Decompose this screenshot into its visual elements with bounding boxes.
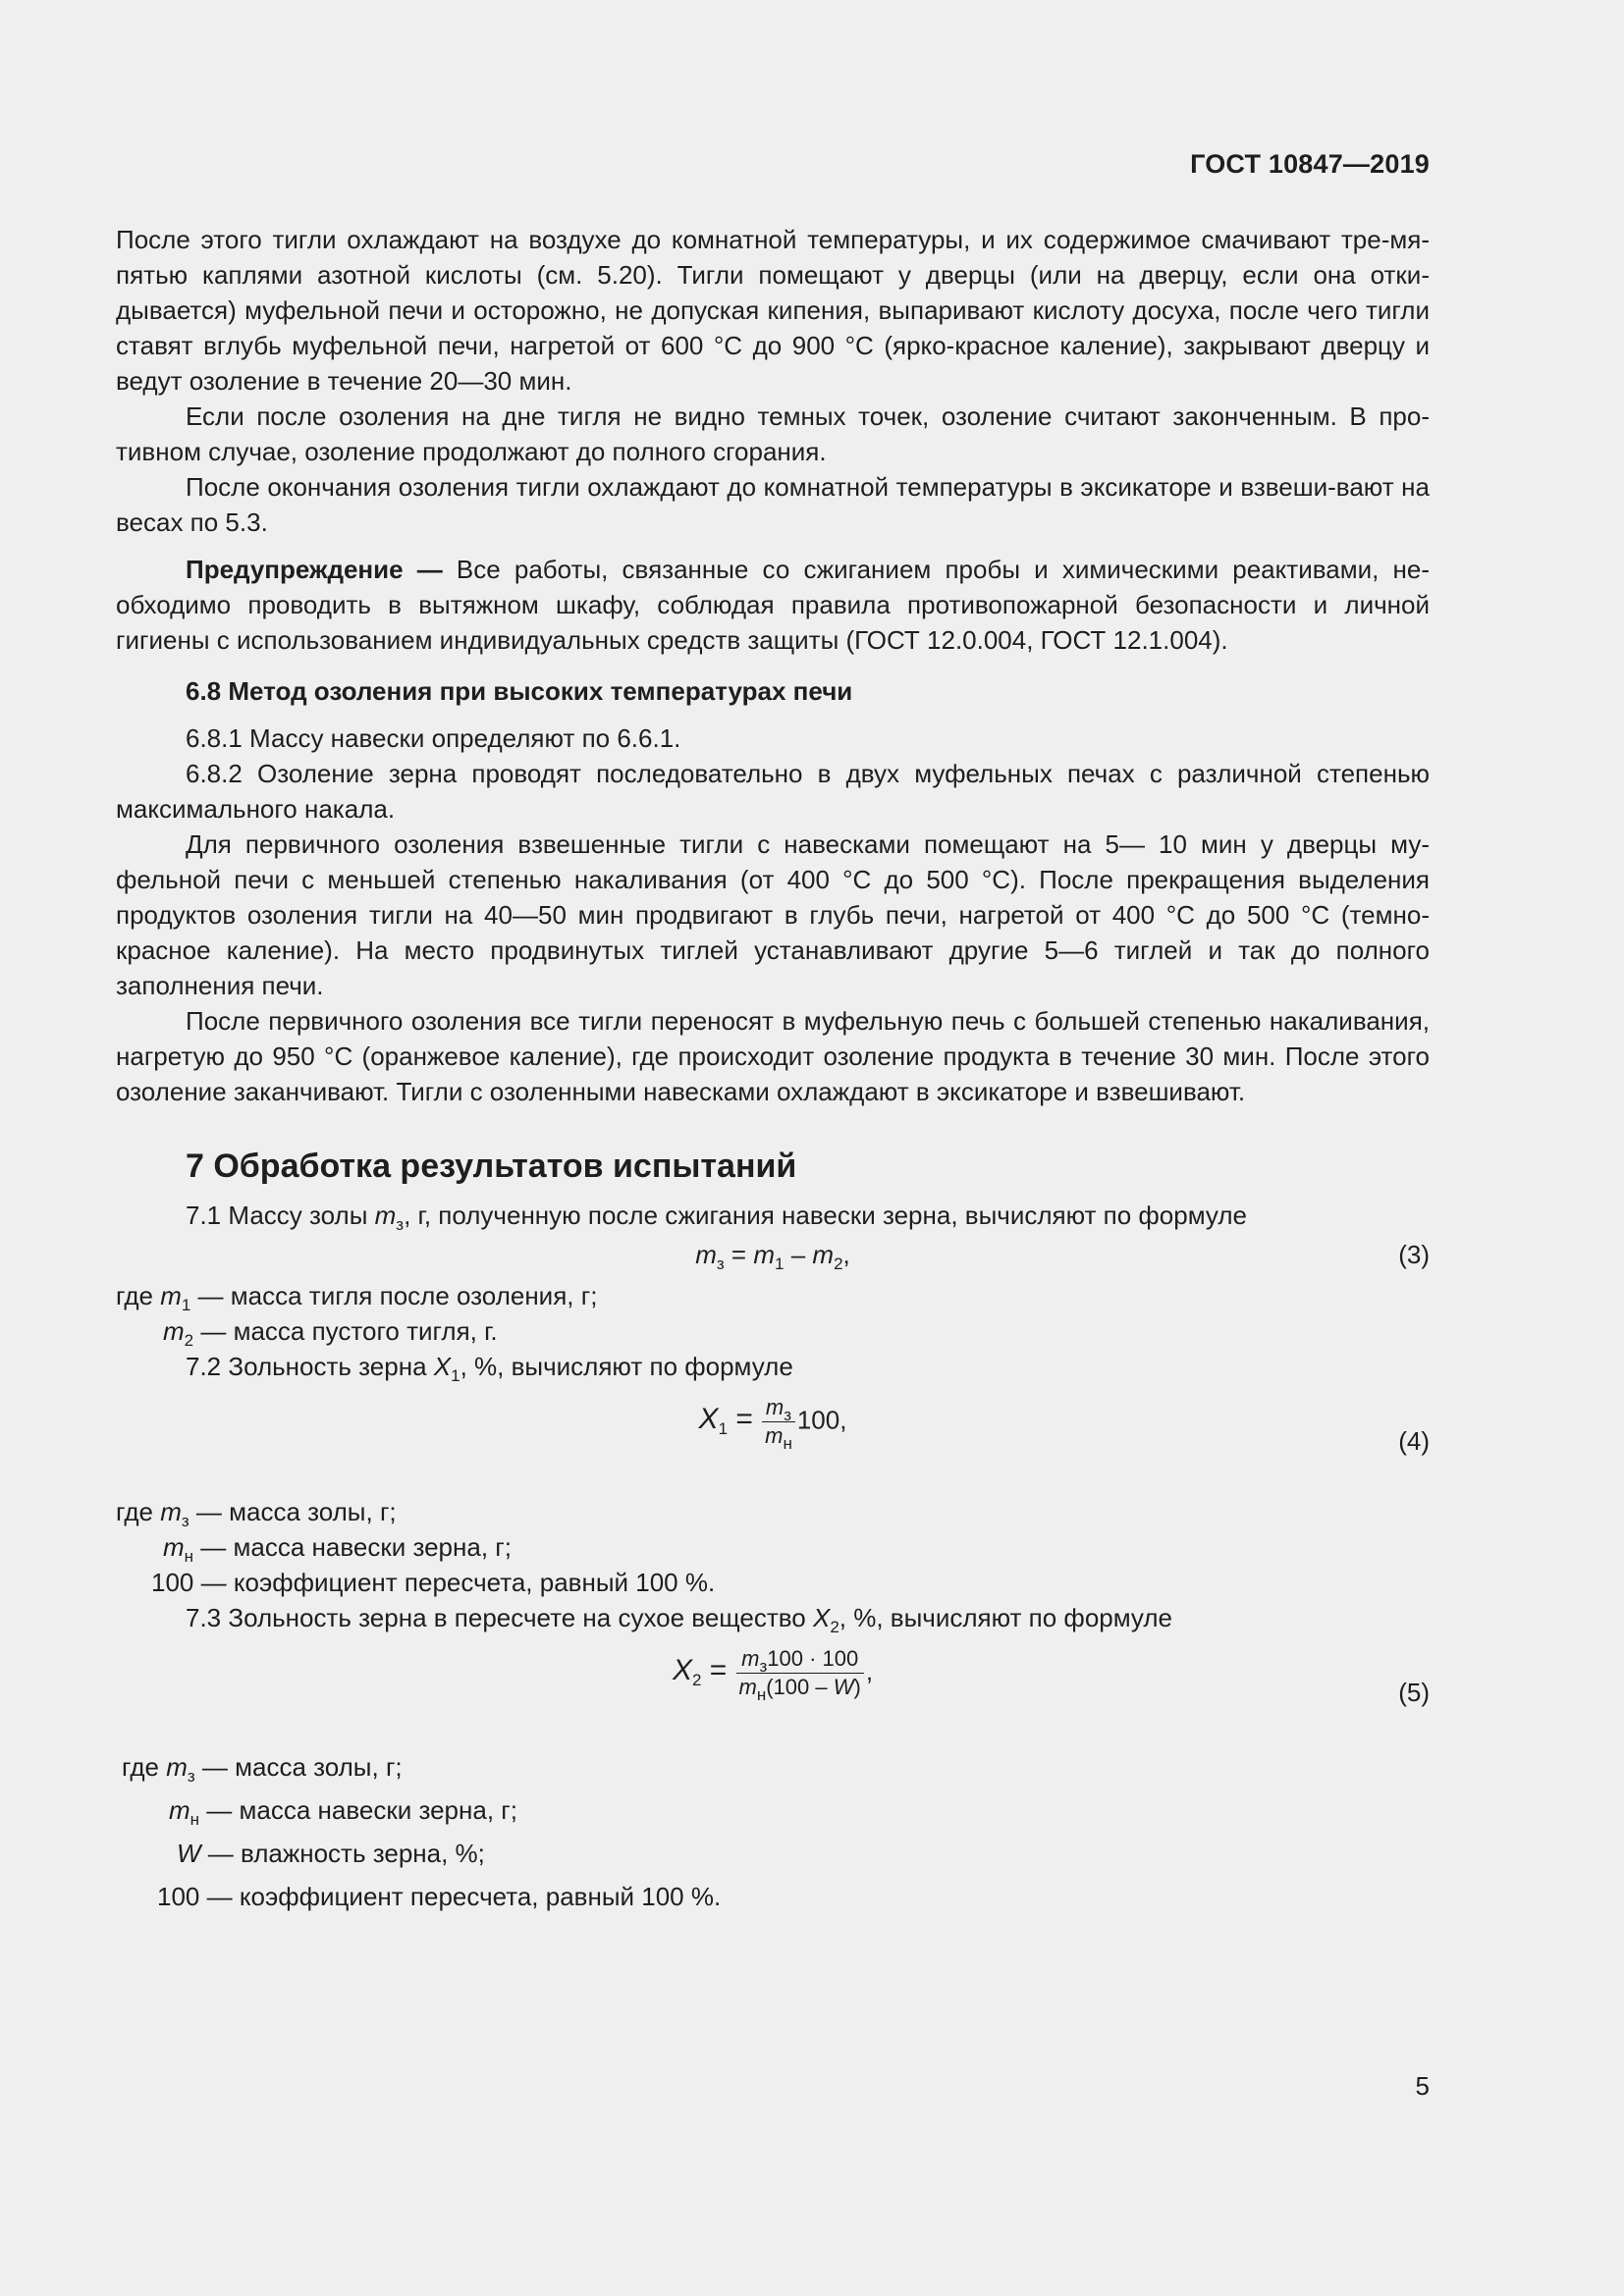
warning-text: Все работы, связанные со сжиганием пробы и химическими реактивами, не-обходимо проводить в вытяжном шкафу, соблюдая правила противопожарной безопасности и личной гигиены с использованием индивидуальных средств защиты (ГОСТ 12.0.004, ГОСТ 12.1.004). [116,555,1430,655]
where-list-4: где $m_з$ — масса золы, г; [116,1497,397,1530]
paragraph: 6.8.1 Массу навески определяют по 6.6.1. [186,723,681,753]
paragraph: После первичного озоления все тигли переносят в муфельную печь с большей степенью накаливания, нагретую до 950 °С (оранжевое каление), где происходит озоление продукта в течение 30 мин. После этого озоление заканчивают. Тигли с озоленными навесками охлаждают в эксикаторе и взвешивают. [116,1006,1430,1106]
where-item: $m_н$ — масса навески зерна, г; [163,1532,512,1566]
subsection-title-6-8: 6.8 Метод озоления при высоких температурах печи [186,676,853,706]
formula-3-number: (3) [1398,1240,1430,1269]
formula-5 [116,1645,1430,1735]
where-item: W — влажность зерна, %; [177,1839,485,1868]
paragraph: Если после озоления на дне тигля не видно темных точек, озоление считают законченным. В про-тивном случае, озоление продолжают до полного сгорания. [116,401,1430,466]
where-list-5: где $m_з$ — масса золы, г; [122,1752,403,1786]
where-list-3: где $m_1$ — масса тигля после озоления, г; [116,1281,598,1314]
where-item: 100 — коэффициент пересчета, равный 100 %. [157,1882,722,1911]
document-code-header: ГОСТ 10847—2019 [1190,149,1430,179]
paragraph: После этого тигли охлаждают на воздухе до комнатной температуры, и их содержимое смачивают тре-мя-пятью каплями азотной кислоты (см. 5.20). Тигли помещают у дверцы (или на дверцу, если она отки-дывается) муфельной печи и осторожно, не допуская кипения, выпаривают кислоту досуха, после чего тигли ставят вглубь муфельной печи, нагретой от 600 °С до 900 °С (ярко-красное каление), закрывают дверцу и ведут озоление в течение 20—30 мин. [116,225,1430,396]
warning-label: Предупреждение — [186,555,443,584]
formula-3-expression: $m_з = m_1 - m_2$, [695,1240,850,1273]
clause-7-3: 7.3 Зольность зерна в пересчете на сухое вещество $X_2$, %, вычисляют по формуле [186,1603,1172,1636]
paragraph: 6.8.2 Озоление зерна проводят последовательно в двух муфельных печах с различной степенью максимального накала. [116,759,1430,824]
paragraph: Для первичного озоления взвешенные тигли с навесками помещают на 5— 10 мин у дверцы му-фельной печи с меньшей степенью накаливания (от 400 °С до 500 °С). После прекращения выделения продуктов озоления тигли на 40—50 мин продвигают в глубь печи, нагретой от 400 °С до 500 °С (темно-красное каление). На место продвинутых тиглей устанавливают другие 5—6 тиглей и так до полного заполнения печи. [116,829,1430,1000]
clause-7-1: 7.1 Массу золы $m_з$, г, полученную после сжигания навески зерна, вычисляют по формуле [186,1201,1247,1234]
document-body [116,222,1430,1918]
formula-4 [116,1394,1430,1484]
section-title-7: 7 Обработка результатов испытаний [186,1148,797,1185]
where-item: $m_2$ — масса пустого тигля, г. [163,1316,498,1350]
where-item: $m_н$ — масса навески зерна, г; [169,1795,517,1829]
paragraph: После окончания озоления тигли охлаждают до комнатной температуры в эксикаторе и взвеши-вают на весах по 5.3. [116,472,1430,537]
formula-4-expression: $X_1$ = $\frac{m_з}{m_н}$ 100, [698,1395,847,1453]
clause-7-2: 7.2 Зольность зерна $X_1$, %, вычисляют по формуле [186,1352,793,1385]
formula-3 [116,1233,1430,1278]
warning-paragraph [116,552,1430,658]
formula-5-expression: $X_2$ = $\frac{m_з100 \cdot 100}{m_н(100 - W)}$ , [672,1646,874,1704]
formula-5-number: (5) [1398,1678,1430,1707]
formula-4-number: (4) [1398,1426,1430,1456]
where-item: 100 — коэффициент пересчета, равный 100 %. [151,1568,716,1597]
page-number: 5 [1415,2071,1430,2101]
